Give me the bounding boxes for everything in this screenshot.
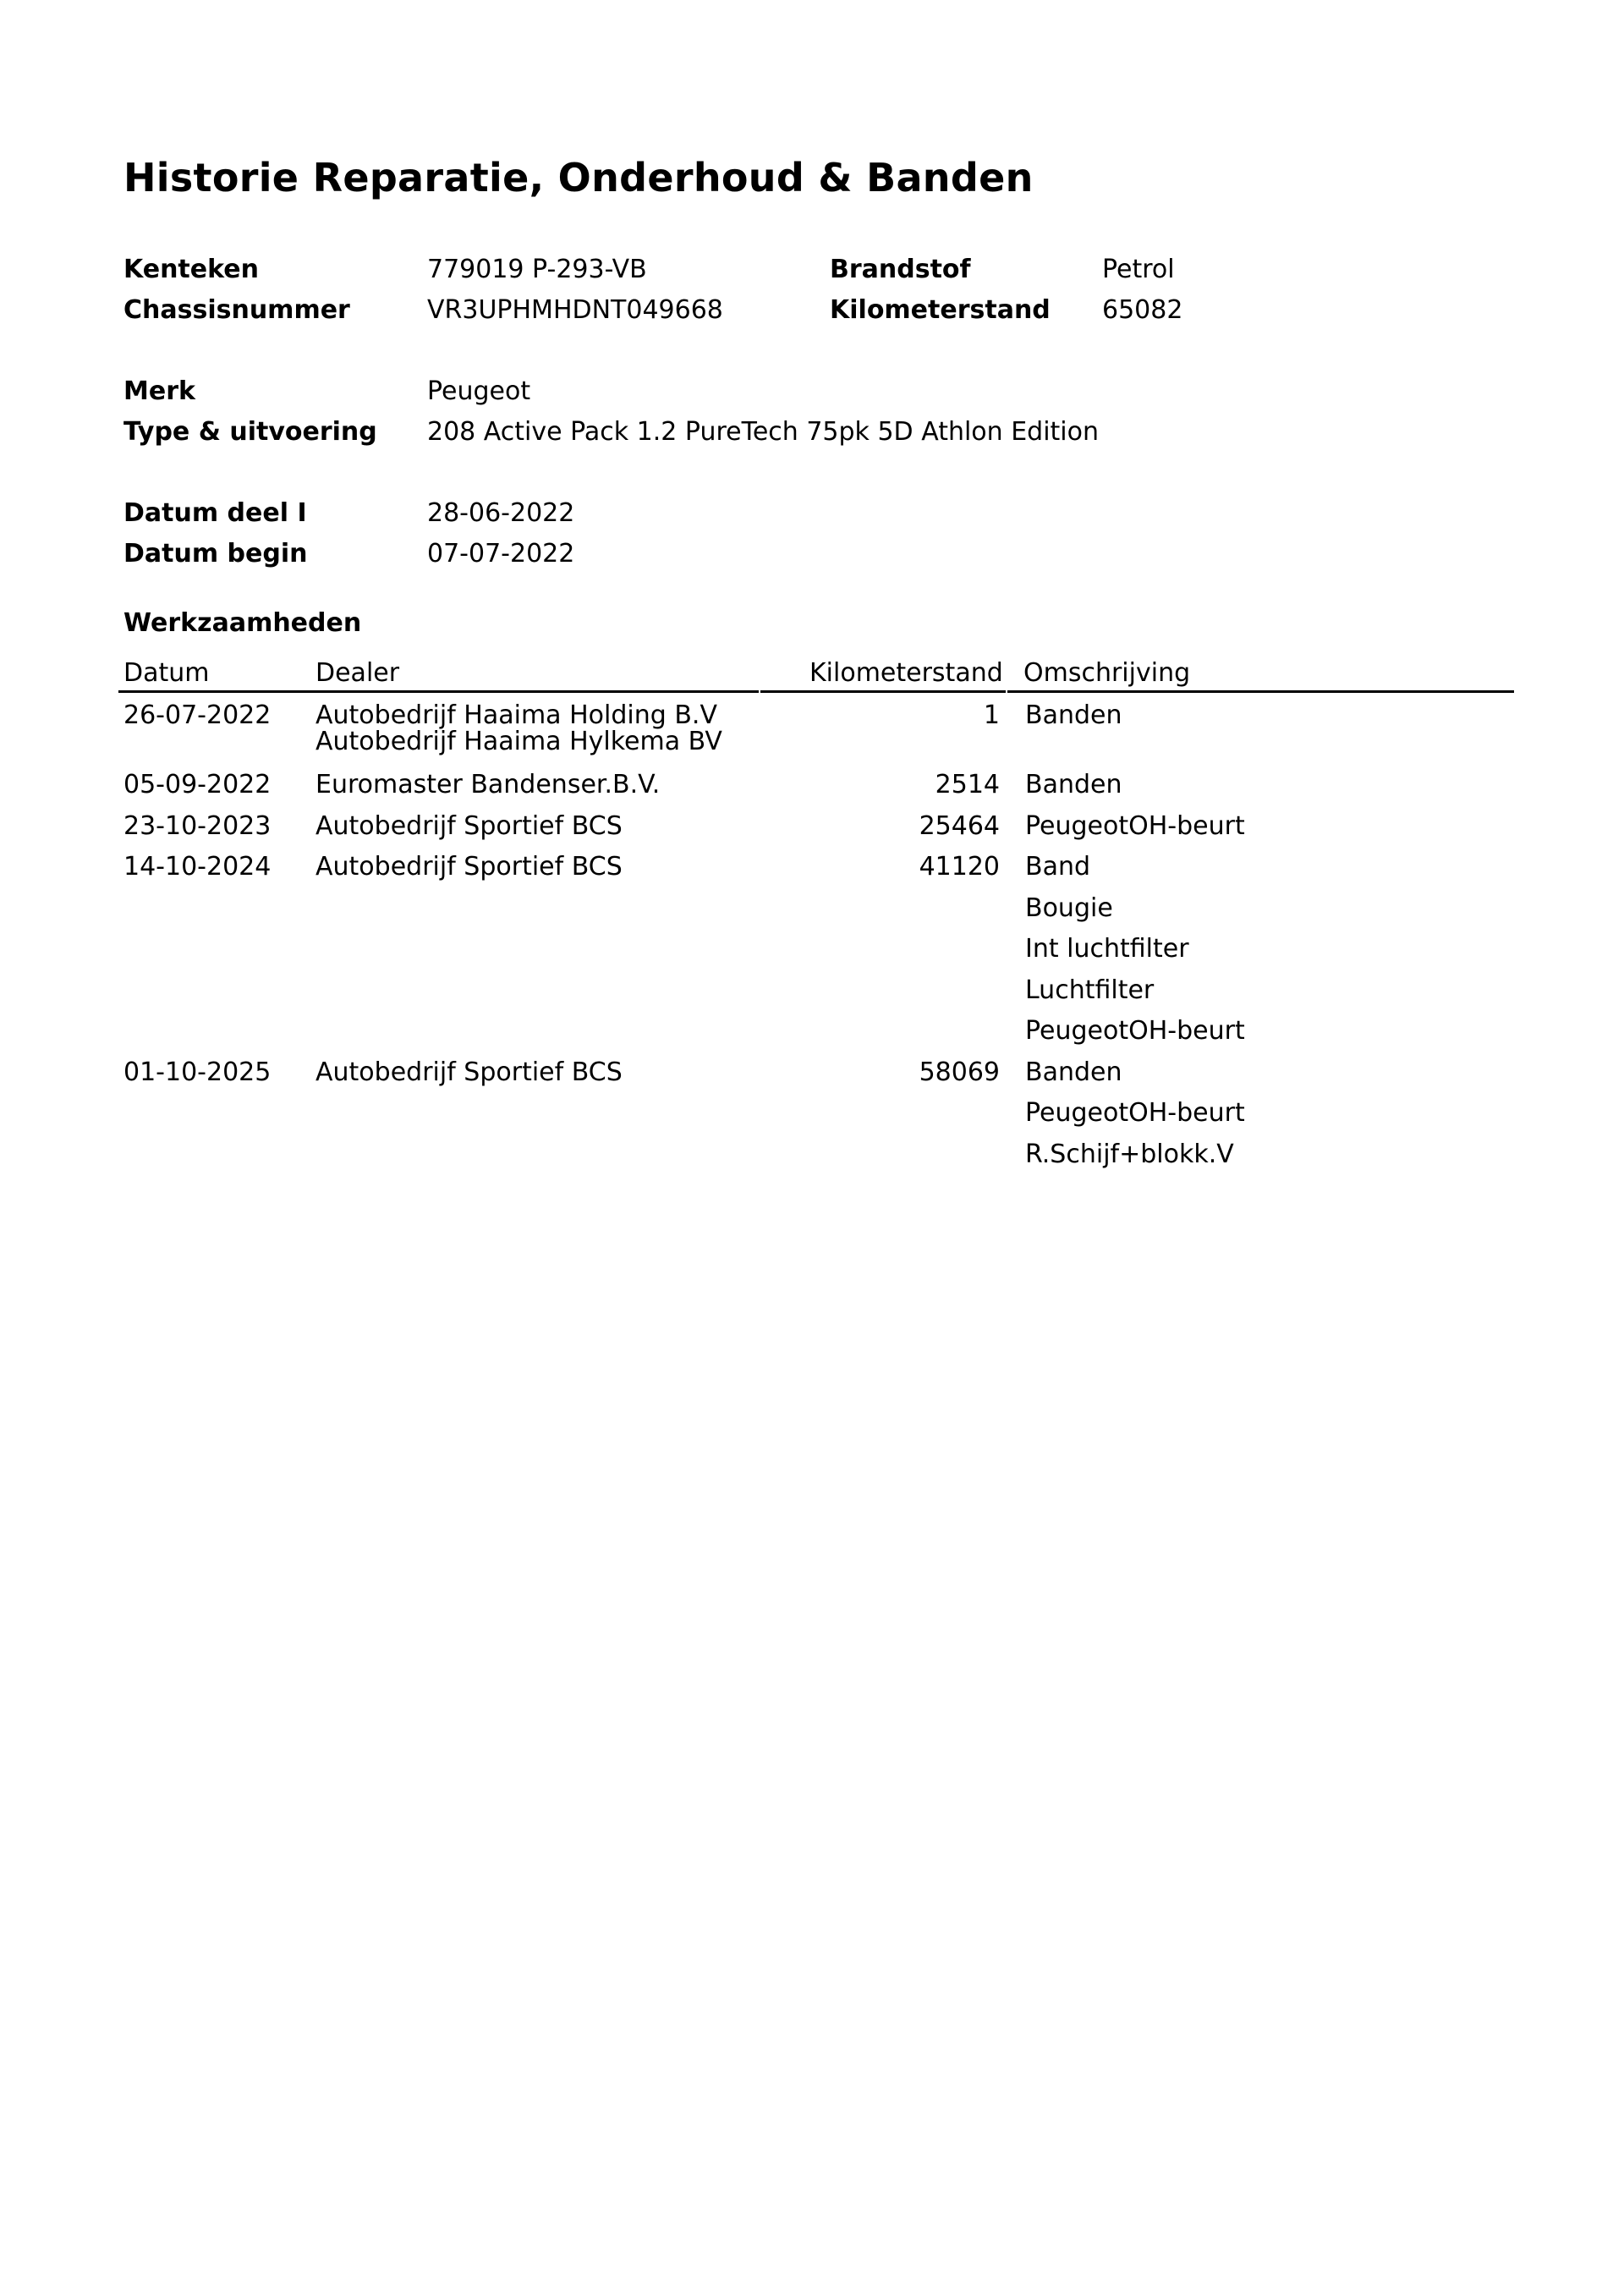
row-kilometerstand: 25464 [919,810,1000,841]
row-datum: 14-10-2024 [123,852,272,882]
header-rule-km [760,690,1006,693]
row-dealer: Euromaster Bandenser.B.V. [315,770,661,799]
header-rule-left [118,690,759,693]
row-datum: 05-09-2022 [123,770,272,799]
werkzaamheden-title: Werkzaamheden [123,608,362,638]
kilometerstand-value: 65082 [1102,295,1183,325]
row-omschrijving-item: Banden [1025,770,1122,799]
row-omschrijving-item: Band [1025,852,1091,882]
row-kilometerstand: 58069 [919,1057,1000,1087]
column-header-datum: Datum [123,658,210,688]
chassisnummer-value: VR3UPHMHDNT049668 [427,295,723,325]
merk-value: Peugeot [427,376,531,406]
row-omschrijving-item: Bougie [1025,893,1113,923]
row-omschrijving-item: Banden [1025,700,1122,730]
row-datum: 01-10-2025 [123,1057,272,1087]
page-title: Historie Reparatie, Onderhoud & Banden [123,155,1034,200]
row-omschrijving-item: Banden [1025,1057,1122,1087]
row-dealer: Autobedrijf Sportief BCS [315,1057,623,1087]
datum-begin-label: Datum begin [123,539,308,569]
row-omschrijving-item: Int luchtfilter [1025,934,1189,964]
row-omschrijving-item: PeugeotOH-beurt [1025,1016,1245,1046]
column-header-dealer: Dealer [315,658,400,688]
column-header-kilometerstand: Kilometerstand [809,658,1003,688]
row-omschrijving-item: R.Schijf+blokk.V [1025,1139,1234,1169]
type-value: 208 Active Pack 1.2 PureTech 75pk 5D Athlon Edition [427,417,1100,447]
row-kilometerstand: 41120 [919,852,1000,882]
brandstof-label: Brandstof [830,255,971,284]
datum-begin-value: 07-07-2022 [427,539,575,569]
row-kilometerstand: 1 [983,700,1000,730]
row-kilometerstand: 2514 [935,770,1000,799]
row-dealer: Autobedrijf Sportief BCS [315,852,623,882]
row-omschrijving-item: PeugeotOH-beurt [1025,810,1245,841]
header-rule-omschrijving [1007,690,1514,693]
row-dealer: Autobedrijf Haaima Holding B.V [315,700,717,730]
column-header-omschrijving: Omschrijving [1023,658,1191,688]
row-omschrijving-item: PeugeotOH-beurt [1025,1098,1245,1128]
kenteken-value: 779019 P-293-VB [427,255,647,284]
row-dealer-secondary: Autobedrijf Haaima Hylkema BV [315,727,722,756]
row-omschrijving-item: Luchtfilter [1025,975,1155,1005]
datum-deel-label: Datum deel I [123,498,307,528]
row-datum: 23-10-2023 [123,810,272,841]
row-dealer: Autobedrijf Sportief BCS [315,810,623,841]
kilometerstand-label: Kilometerstand [830,295,1051,325]
chassisnummer-label: Chassisnummer [123,295,350,325]
kenteken-label: Kenteken [123,255,259,284]
row-datum: 26-07-2022 [123,700,272,730]
brandstof-value: Petrol [1102,255,1175,284]
merk-label: Merk [123,376,195,406]
type-label: Type & uitvoering [123,417,377,447]
datum-deel-value: 28-06-2022 [427,498,575,528]
